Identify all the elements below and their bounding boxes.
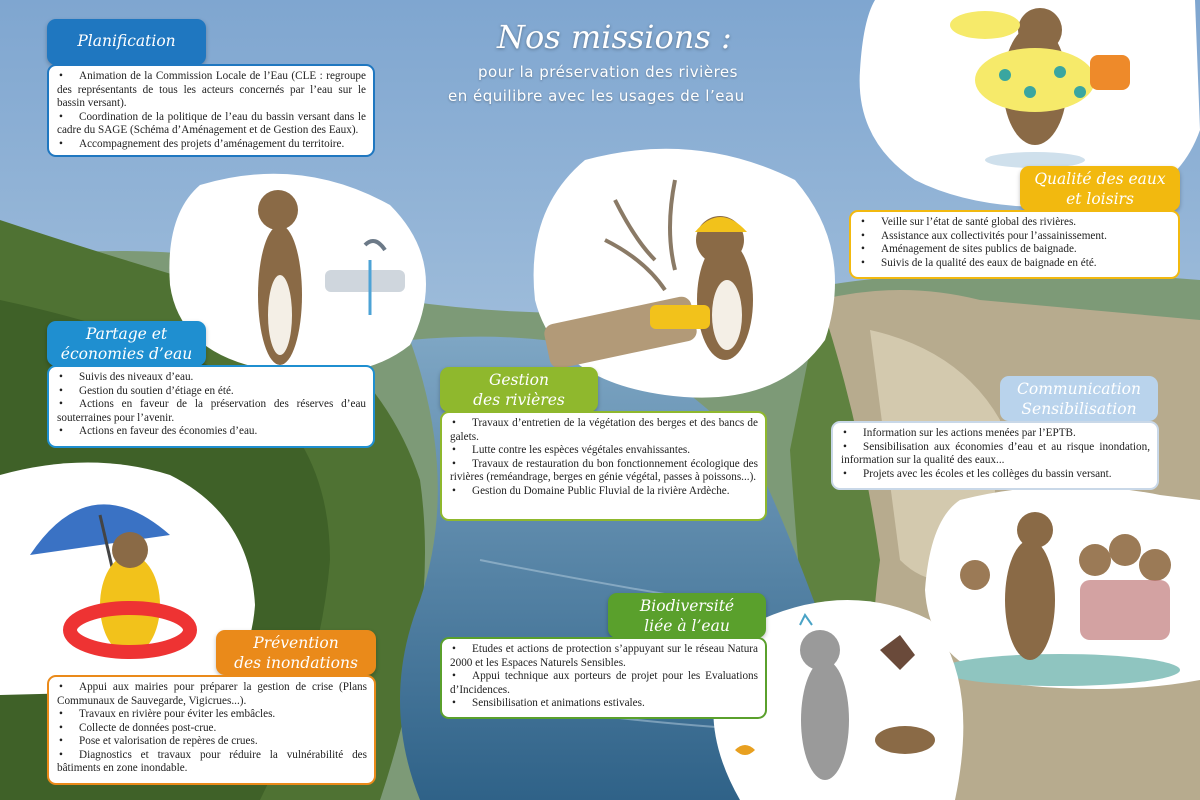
- page-title: Nos missions :: [497, 18, 732, 56]
- partage-item: • Gestion du soutien d’étiage en été.: [57, 385, 366, 399]
- biodiversite-item: • Etudes et actions de protection s’appuyant sur le réseau Natura 2000 et les Espaces Naturels Sensibles.: [450, 643, 758, 670]
- gestion-item: • Travaux d’entretien de la végétation des berges et des bancs de galets.: [450, 417, 758, 444]
- qualite-item: • Aménagement de sites publics de baignade.: [859, 243, 1171, 257]
- gestion-item: • Travaux de restauration du bon fonctionnement écologique des rivières (reméandrage, berges en génie végétal, passes à poissons...).: [450, 458, 758, 485]
- biodiversite-item: • Appui technique aux porteurs de projet pour les Evaluations d’Incidences.: [450, 670, 758, 697]
- partage-label-line2: économies d’eau: [60, 345, 193, 363]
- otter-chainsaw-illustration: [525, 140, 845, 405]
- biodiversite-label: [608, 593, 766, 638]
- communication-item: • Sensibilisation aux économies d’eau et au risque inondation, information sur la qualité des eaux...: [841, 441, 1150, 468]
- partage-box: [47, 365, 375, 448]
- prevention-item: • Travaux en rivière pour éviter les embâcles.: [57, 708, 367, 722]
- communication-item: • Information sur les actions menées par l’EPTB.: [841, 427, 1150, 441]
- gestion-label-line1: Gestion: [488, 371, 549, 389]
- communication-label-line2: Sensibilisation: [1021, 400, 1137, 418]
- page-subtitle-line2: en équilibre avec les usages de l’eau: [448, 87, 745, 105]
- planification-box: [47, 64, 375, 157]
- qualite-item: • Assistance aux collectivités pour l’assainissement.: [859, 230, 1171, 244]
- qualite-label: [1020, 166, 1180, 211]
- communication-item: • Projets avec les écoles et les collèges du bassin versant.: [841, 468, 1150, 482]
- prevention-item: • Appui aux mairies pour préparer la gestion de crise (Plans Communaux de Sauvegarde, Vigicrues...).: [57, 681, 367, 708]
- partage-item: • Suivis des niveaux d’eau.: [57, 371, 366, 385]
- qualite-label-line1: Qualité des eaux: [1034, 170, 1166, 188]
- prevention-item: • Diagnostics et travaux pour réduire la vulnérabilité des bâtiments en zone inondable.: [57, 749, 367, 776]
- qualite-item: • Veille sur l’état de santé global des rivières.: [859, 216, 1171, 230]
- communication-box: [831, 421, 1159, 490]
- partage-label-line1: Partage et: [85, 325, 168, 343]
- planification-label: [47, 19, 206, 65]
- prevention-label-line1: Prévention: [253, 634, 339, 652]
- gestion-box: [440, 411, 767, 521]
- biodiversite-label-line2: liée à l’eau: [644, 617, 730, 635]
- qualite-item: • Suivis de la qualité des eaux de baignade en été.: [859, 257, 1171, 271]
- qualite-label-line2: et loisirs: [1066, 190, 1134, 208]
- gestion-label-line2: des rivières: [473, 391, 565, 409]
- communication-label-line1: Communication: [1017, 380, 1141, 398]
- biodiversite-item: • Sensibilisation et animations estivales.: [450, 697, 758, 711]
- prevention-box: [47, 675, 376, 785]
- planification-item: • Animation de la Commission Locale de l’Eau (CLE : regroupe des représentants de tous les acteurs concernés par l’eau sur le bassin versant).: [57, 70, 366, 111]
- prevention-item: • Pose et valorisation de repères de crues.: [57, 735, 367, 749]
- gestion-item: • Lutte contre les espèces végétales envahissantes.: [450, 444, 758, 458]
- planification-item: • Coordination de la politique de l’eau du bassin versant dans le cadre du SAGE (Schéma d’Aménagement et de Gestion des Eaux).: [57, 111, 366, 138]
- biodiversite-box: [440, 637, 767, 719]
- partage-item: • Actions en faveur des économies d’eau.: [57, 425, 366, 439]
- biodiversite-label-line1: Biodiversité: [639, 597, 735, 615]
- planification-label-text: Planification: [77, 32, 176, 50]
- prevention-label: [216, 630, 376, 675]
- partage-item: • Actions en faveur de la préservation des réserves d’eau souterraines pour l’avenir.: [57, 398, 366, 425]
- page-subtitle-line1: pour la préservation des rivières: [478, 63, 738, 81]
- prevention-label-line2: des inondations: [234, 654, 358, 672]
- planification-item: • Accompagnement des projets d’aménagement du territoire.: [57, 138, 366, 152]
- gestion-label: [440, 367, 598, 412]
- gestion-item: • Gestion du Domaine Public Fluvial de la rivière Ardèche.: [450, 485, 758, 499]
- prevention-item: • Collecte de données post-crue.: [57, 722, 367, 736]
- qualite-box: [849, 210, 1180, 279]
- communication-label: [1000, 376, 1158, 421]
- partage-label: [47, 321, 206, 366]
